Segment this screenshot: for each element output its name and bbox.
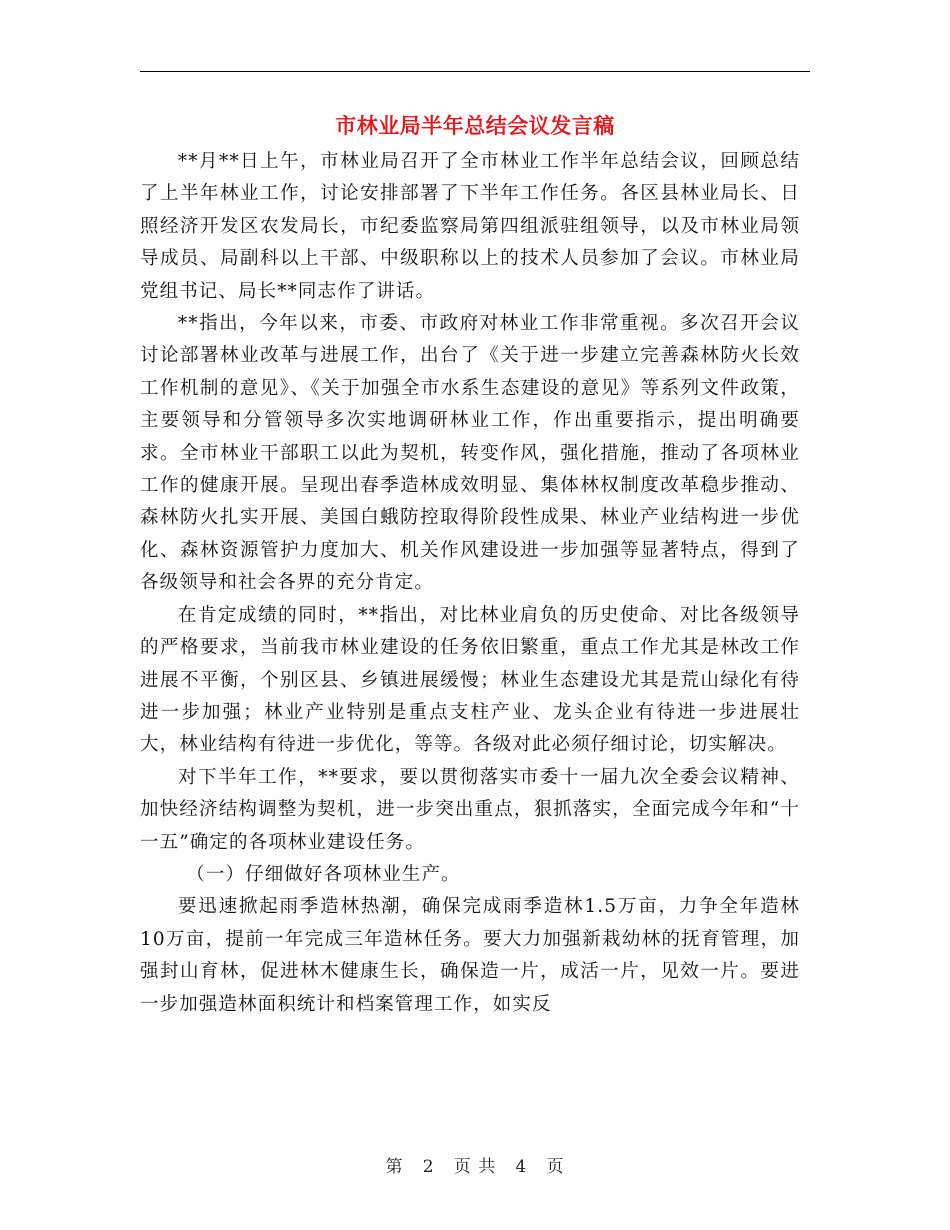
footer-suffix: 页	[546, 1157, 565, 1177]
paragraph-4: 对下半年工作，**要求，要以贯彻落实市委十一届九次全委会议精神、加快经济结构调整为契机，进一步突出重点，狠抓落实，全面完成今年和“十一五”确定的各项林业建设任务。	[140, 766, 800, 853]
section-heading-1: （一）仔细做好各项林业生产。	[186, 863, 461, 885]
header-rule	[140, 71, 810, 72]
paragraph-5: 要迅速掀起雨季造林热潮，确保完成雨季造林1.5万亩，力争全年造林10万亩，提前一年完成三年造林任务。要大力加强新栽幼林的抚育管理，加强封山育林，促进林木健康生长，确保造一片，成活一片，见效一片。要进一步加强造林面积统计和档案管理工作，如实反	[140, 896, 800, 1015]
footer-middle: 页 共	[453, 1157, 497, 1177]
paragraph-1: **月**日上午，市林业局召开了全市林业工作半年总结会议，回顾总结了上半年林业工作，讨论安排部署了下半年工作任务。各区县林业局长、日照经济开发区农发局长，市纪委监察局第四组派驻组领导，以及市林业局领导成员、局副科以上干部、中级职称以上的技术人员参加了会议。市林业局党组书记、局长**同志作了讲话。	[140, 151, 800, 302]
footer-total-pages: 4	[515, 1157, 528, 1177]
footer-page-number: 2	[422, 1157, 435, 1177]
paragraph-3: 在肯定成绩的同时，**指出，对比林业肩负的历史使命、对比各级领导的严格要求，当前我市林业建设的任务依旧繁重，重点工作尤其是林改工作进展不平衡，个别区县、乡镇进展缓慢；林业生态建设尤其是荒山绿化有待进一步加强；林业产业特别是重点支柱产业、龙头企业有待进一步进展壮大，林业结构有待进一步优化，等等。各级对此必须仔细讨论，切实解决。	[140, 604, 800, 756]
document-title: 市林业局半年总结会议发言稿	[335, 114, 615, 138]
document-body	[140, 146, 800, 1021]
page-footer	[140, 1152, 810, 1177]
paragraph-2: **指出，今年以来，市委、市政府对林业工作非常重视。多次召开会议讨论部署林业改革与进展工作，出台了《关于进一步建立完善森林防火长效工作机制的意见》、《关于加强全市水系生态建设的意见》等系列文件政策，主要领导和分管领导多次实地调研林业工作，作出重要指示，提出明确要求。全市林业干部职工以此为契机，转变作风，强化措施，推动了各项林业工作的健康开展。呈现出春季造林成效明显、集体林权制度改革稳步推动、森林防火扎实开展、美国白蛾防控取得阶段性成果、林业产业结构进一步优化、森林资源管护力度加大、机关作风建设进一步加强等显著特点，得到了各级领导和社会各界的充分肯定。	[140, 313, 800, 594]
footer-prefix: 第	[385, 1157, 404, 1177]
